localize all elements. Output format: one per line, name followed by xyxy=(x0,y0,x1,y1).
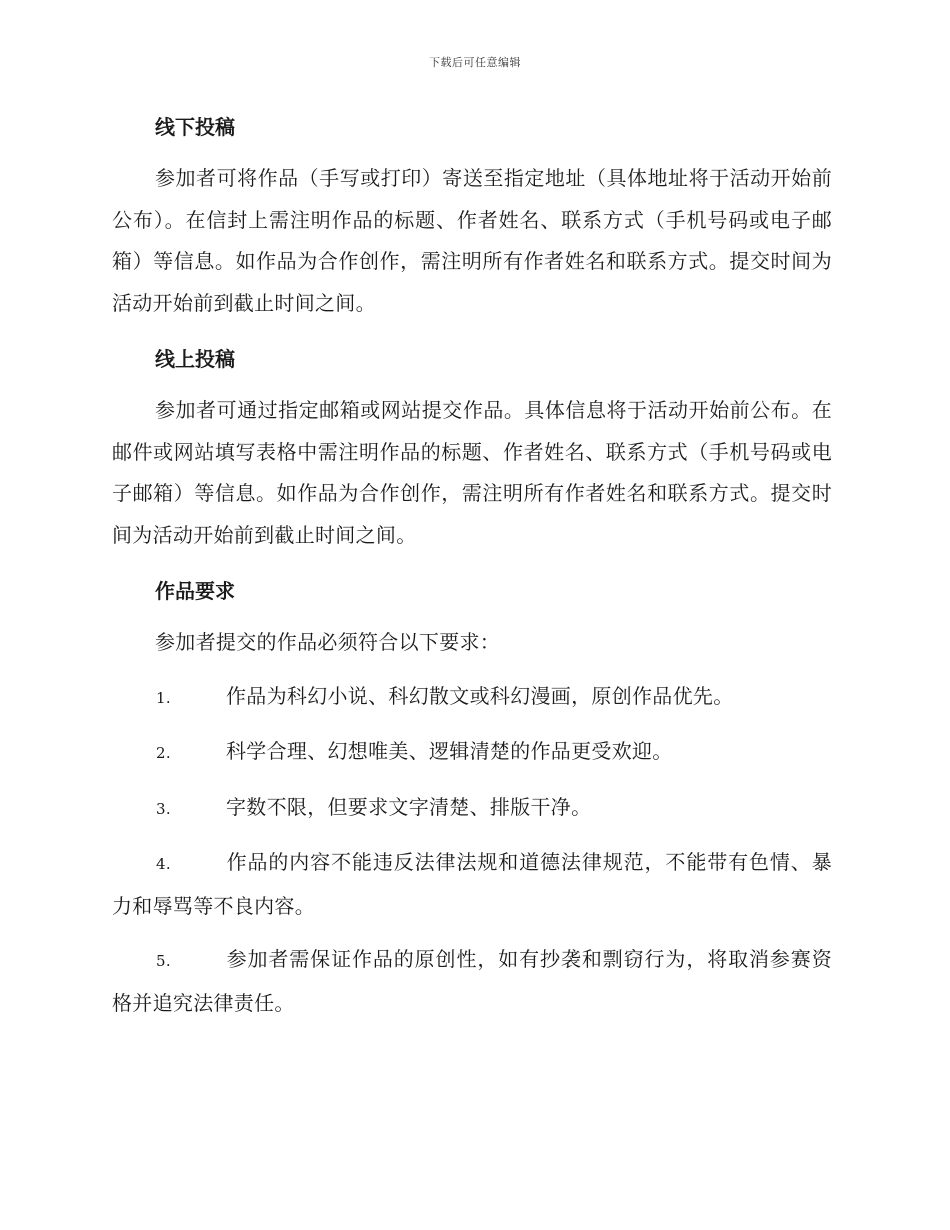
requirement-item-5 xyxy=(112,939,832,1024)
requirement-text: 作品的内容不能违反法律法规和道德法律规范，不能带有色情、暴力和辱骂等不良内容。 xyxy=(112,850,832,918)
offline-submission-heading: 线下投稿 xyxy=(155,115,235,139)
online-submission-heading: 线上投稿 xyxy=(155,347,235,371)
requirement-text: 参加者需保证作品的原创性，如有抄袭和剽窃行为，将取消参赛资格并追究法律责任。 xyxy=(112,947,832,1015)
requirement-text: 科学合理、幻想唯美、逻辑清楚的作品更受欢迎。 xyxy=(226,739,673,763)
list-number: 2. xyxy=(156,744,171,762)
requirement-text: 字数不限，但要求文字清楚、排版干净。 xyxy=(226,794,592,819)
requirements-intro: 参加者提交的作品必须符合以下要求： xyxy=(155,630,501,654)
requirement-text: 作品为科幻小说、科幻散文或科幻漫画，原创作品优先。 xyxy=(226,683,734,708)
list-number: 4. xyxy=(156,855,171,873)
requirement-item-1 xyxy=(112,676,832,720)
requirement-item-2 xyxy=(112,731,832,775)
offline-submission-paragraph: 参加者可将作品（手写或打印）寄送至指定地址（具体地址将于活动开始前公布）。在信封上需注明作品的标题、作者姓名、联系方式（手机号码或电子邮箱）等信息。如作品为合作创作，需注明所有作者姓名和联系方式。提交时间为活动开始前到截止时间之间。 xyxy=(112,166,832,315)
requirement-item-4 xyxy=(112,842,832,927)
document-body xyxy=(112,108,832,1024)
list-number: 5. xyxy=(156,952,171,970)
list-number: 1. xyxy=(156,688,171,707)
page-header: 下载后可任意编辑 xyxy=(429,56,521,69)
requirement-item-3 xyxy=(112,787,832,831)
list-number: 3. xyxy=(156,799,171,818)
online-submission-paragraph: 参加者可通过指定邮箱或网站提交作品。具体信息将于活动开始前公布。在邮件或网站填写表格中需注明作品的标题、作者姓名、联系方式（手机号码或电子邮箱）等信息。如作品为合作创作，需注明所有作者姓名和联系方式。提交时间为活动开始前到截止时间之间。 xyxy=(112,398,832,547)
requirements-heading: 作品要求 xyxy=(155,579,235,603)
